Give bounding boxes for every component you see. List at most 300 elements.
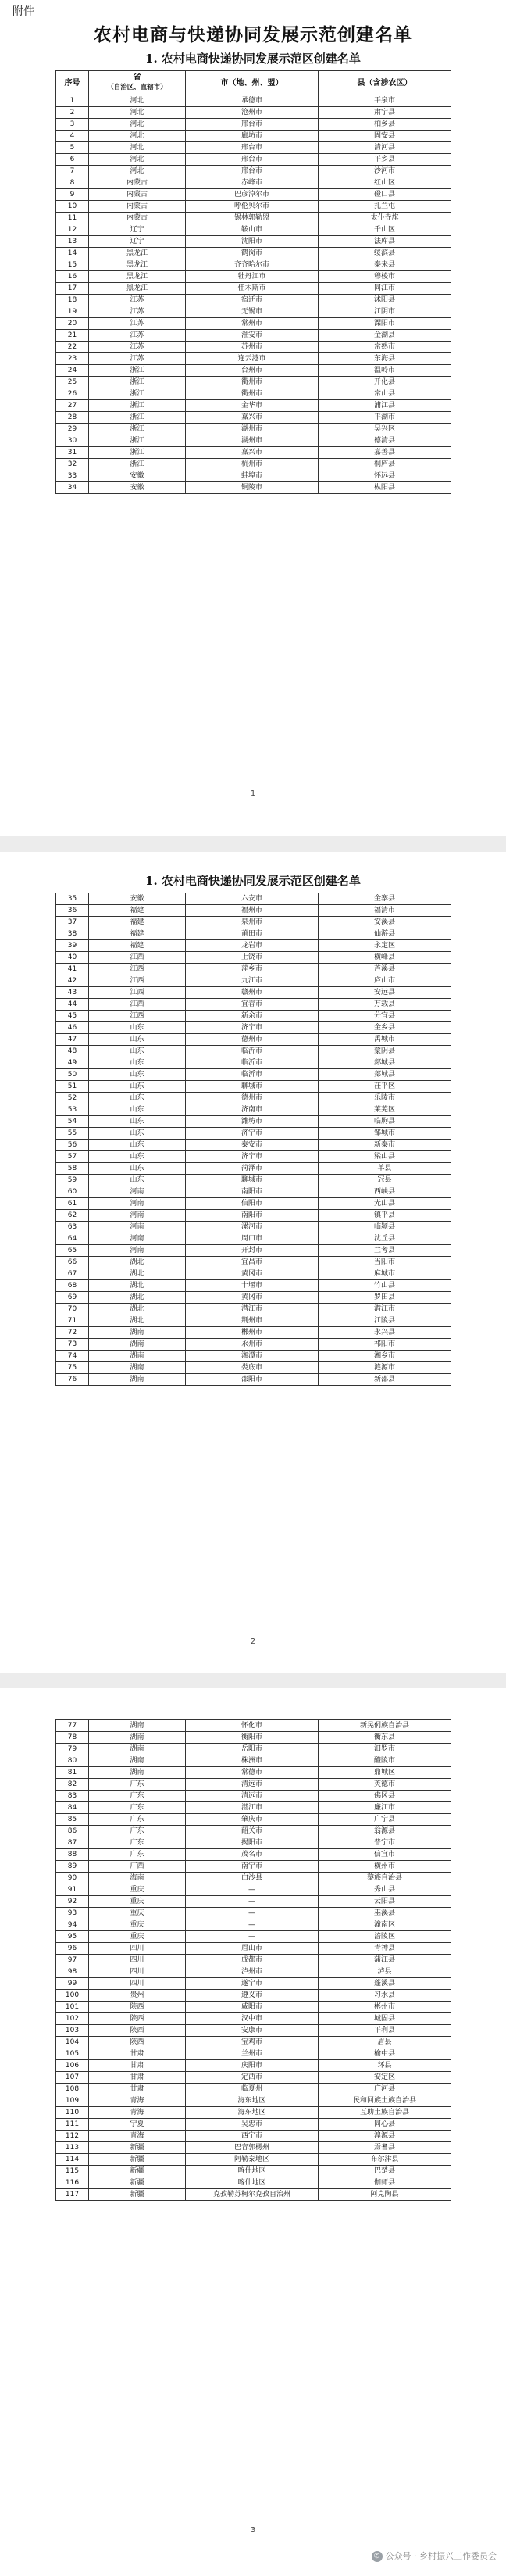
cell-county: 绥滨县: [319, 248, 451, 259]
cell-province: 四川: [89, 1955, 186, 1966]
table-row: [56, 1351, 451, 1362]
cell-province: 湖北: [89, 1304, 186, 1315]
table-row: [56, 330, 451, 342]
cell-county: 潜江市: [319, 1304, 451, 1315]
watermark: [372, 2549, 497, 2562]
table-row: [56, 1315, 451, 1327]
cell-county: 榆中县: [319, 2048, 451, 2060]
cell-city: 蚌埠市: [186, 470, 319, 482]
table-row: [56, 1732, 451, 1744]
cell-province: 河南: [89, 1210, 186, 1222]
cell-county: 安溪县: [319, 917, 451, 928]
cell-city: 临沂市: [186, 1069, 319, 1081]
cell-no: 40: [56, 952, 89, 964]
table-row: [56, 131, 451, 142]
cell-county: 平泉市: [319, 95, 451, 107]
cell-county: 潼南区: [319, 1919, 451, 1931]
cell-no: 104: [56, 2037, 89, 2048]
cell-province: 广东: [89, 1826, 186, 1837]
cell-city: 临夏州: [186, 2084, 319, 2095]
cell-no: 10: [56, 201, 89, 213]
cell-city: 黄冈市: [186, 1292, 319, 1304]
cell-province: 贵州: [89, 1990, 186, 2002]
cell-city: 金华市: [186, 400, 319, 412]
cell-no: 4: [56, 131, 89, 142]
table-row: [56, 1720, 451, 1732]
cell-county: 广河县: [319, 2084, 451, 2095]
table-row: [56, 177, 451, 189]
cell-province: 湖北: [89, 1280, 186, 1292]
cell-province: 甘肃: [89, 2060, 186, 2072]
cell-city: 海东地区: [186, 2095, 319, 2107]
cell-no: 49: [56, 1057, 89, 1069]
cell-province: 内蒙古: [89, 201, 186, 213]
cell-province: 河北: [89, 131, 186, 142]
cell-no: 27: [56, 400, 89, 412]
cell-city: 萍乡市: [186, 964, 319, 975]
table-row: [56, 1128, 451, 1140]
cell-province: 山东: [89, 1069, 186, 1081]
cell-county: 巫溪县: [319, 1908, 451, 1919]
cell-county: 互助土族自治县: [319, 2107, 451, 2119]
table-row: [56, 377, 451, 388]
table-row: [56, 306, 451, 318]
cell-no: 101: [56, 2002, 89, 2013]
cell-county: 汨罗市: [319, 1744, 451, 1755]
cell-no: 30: [56, 435, 89, 447]
table-row: [56, 459, 451, 470]
cell-no: 36: [56, 905, 89, 917]
cell-county: 芦溪县: [319, 964, 451, 975]
cell-county: 泰来县: [319, 259, 451, 271]
cell-county: 新泰市: [319, 1140, 451, 1151]
cell-county: 嘉善县: [319, 447, 451, 459]
cell-no: 71: [56, 1315, 89, 1327]
cell-city: —: [186, 1931, 319, 1943]
cell-province: 河北: [89, 142, 186, 154]
cell-city: 安康市: [186, 2025, 319, 2037]
cell-county: 民和回族土族自治县: [319, 2095, 451, 2107]
cell-province: 安徽: [89, 482, 186, 494]
roster-table: [55, 893, 451, 1386]
cell-city: 德州市: [186, 1034, 319, 1046]
cell-no: 103: [56, 2025, 89, 2037]
table-row: [56, 2177, 451, 2189]
cell-province: 四川: [89, 1966, 186, 1978]
cell-province: 广东: [89, 1802, 186, 1814]
cell-city: 永州市: [186, 1339, 319, 1351]
cell-no: 97: [56, 1955, 89, 1966]
cell-city: 泉州市: [186, 917, 319, 928]
cell-county: 金寨县: [319, 893, 451, 905]
cell-no: 110: [56, 2107, 89, 2119]
cell-province: 山东: [89, 1116, 186, 1128]
cell-city: 肇庆市: [186, 1814, 319, 1826]
cell-county: 镇平县: [319, 1210, 451, 1222]
cell-province: 重庆: [89, 1884, 186, 1896]
table-row: [56, 1081, 451, 1093]
cell-province: 山东: [89, 1046, 186, 1057]
cell-no: 31: [56, 447, 89, 459]
table-row: [56, 1327, 451, 1339]
cell-county: 金湖县: [319, 330, 451, 342]
cell-county: 平湖市: [319, 412, 451, 424]
cell-province: 陕西: [89, 2002, 186, 2013]
cell-county: 固安县: [319, 131, 451, 142]
cell-province: 湖南: [89, 1755, 186, 1767]
cell-city: 定西市: [186, 2072, 319, 2084]
cell-city: 台州市: [186, 365, 319, 377]
cell-county: 分宜县: [319, 1011, 451, 1022]
table-row: [56, 2002, 451, 2013]
roster-table: [55, 1719, 451, 2201]
cell-county: 江阴市: [319, 306, 451, 318]
cell-city: 九江市: [186, 975, 319, 987]
cell-no: 73: [56, 1339, 89, 1351]
cell-county: 安远县: [319, 987, 451, 999]
table-row: [56, 482, 451, 494]
table-row: [56, 917, 451, 928]
table-row: [56, 1779, 451, 1791]
cell-county: 蓬溪县: [319, 1978, 451, 1990]
cell-province: 广东: [89, 1849, 186, 1861]
cell-city: 兰州市: [186, 2048, 319, 2060]
cell-city: —: [186, 1919, 319, 1931]
cell-county: 眉县: [319, 2037, 451, 2048]
cell-province: 黑龙江: [89, 283, 186, 295]
cell-no: 53: [56, 1104, 89, 1116]
page-number: 3: [250, 2526, 256, 2535]
table-row: [56, 2142, 451, 2154]
table-row: [56, 2072, 451, 2084]
cell-province: 福建: [89, 905, 186, 917]
cell-county: 麻城市: [319, 1268, 451, 1280]
cell-county: 广宁县: [319, 1814, 451, 1826]
cell-county: 泸县: [319, 1966, 451, 1978]
cell-city: 巴音郭楞州: [186, 2142, 319, 2154]
cell-city: 怀化市: [186, 1720, 319, 1732]
table-row: [56, 142, 451, 154]
cell-city: 郴州市: [186, 1327, 319, 1339]
cell-province: 新疆: [89, 2177, 186, 2189]
table-row: [56, 435, 451, 447]
table-row: [56, 1884, 451, 1896]
cell-province: 湖北: [89, 1315, 186, 1327]
cell-county: 临朐县: [319, 1116, 451, 1128]
cell-no: 109: [56, 2095, 89, 2107]
table-row: [56, 1978, 451, 1990]
cell-province: 湖南: [89, 1720, 186, 1732]
cell-county: 红山区: [319, 177, 451, 189]
cell-county: 桐庐县: [319, 459, 451, 470]
cell-county: 扎兰屯: [319, 201, 451, 213]
cell-city: 铜陵市: [186, 482, 319, 494]
cell-city: 宜昌市: [186, 1257, 319, 1268]
cell-province: 甘肃: [89, 2048, 186, 2060]
cell-no: 85: [56, 1814, 89, 1826]
cell-province: 广东: [89, 1791, 186, 1802]
cell-no: 42: [56, 975, 89, 987]
cell-province: 新疆: [89, 2142, 186, 2154]
cell-county: 竹山县: [319, 1280, 451, 1292]
cell-county: 乐陵市: [319, 1093, 451, 1104]
cell-city: 株洲市: [186, 1755, 319, 1767]
cell-province: 重庆: [89, 1896, 186, 1908]
cell-city: 南阳市: [186, 1210, 319, 1222]
cell-province: 内蒙古: [89, 213, 186, 224]
cell-city: 沧州市: [186, 107, 319, 119]
cell-no: 93: [56, 1908, 89, 1919]
cell-no: 60: [56, 1186, 89, 1198]
cell-county: 平乡县: [319, 154, 451, 166]
table-row: [56, 259, 451, 271]
cell-no: 80: [56, 1755, 89, 1767]
cell-province: 新疆: [89, 2154, 186, 2166]
cell-no: 68: [56, 1280, 89, 1292]
page-number: 1: [250, 789, 256, 798]
cell-city: 庆阳市: [186, 2060, 319, 2072]
cell-no: 113: [56, 2142, 89, 2154]
cell-no: 99: [56, 1978, 89, 1990]
cell-city: 遂宁市: [186, 1978, 319, 1990]
table-row: [56, 236, 451, 248]
cell-no: 29: [56, 424, 89, 435]
cell-province: 辽宁: [89, 224, 186, 236]
attachment-label: 附件: [12, 5, 34, 18]
cell-county: 太仆寺旗: [319, 213, 451, 224]
cell-no: 62: [56, 1210, 89, 1222]
cell-no: 56: [56, 1140, 89, 1151]
cell-no: 1: [56, 95, 89, 107]
cell-province: 浙江: [89, 424, 186, 435]
cell-province: 江西: [89, 999, 186, 1011]
cell-city: 荆州市: [186, 1315, 319, 1327]
cell-province: 山东: [89, 1104, 186, 1116]
cell-no: 48: [56, 1046, 89, 1057]
cell-city: 周口市: [186, 1233, 319, 1245]
document-page-1: [0, 0, 506, 836]
table-row: [56, 1186, 451, 1198]
cell-county: 环县: [319, 2060, 451, 2072]
table-row: [56, 1791, 451, 1802]
cell-province: 广东: [89, 1779, 186, 1791]
cell-no: 72: [56, 1327, 89, 1339]
cell-province: 福建: [89, 940, 186, 952]
cell-county: 英德市: [319, 1779, 451, 1791]
table-row: [56, 2189, 451, 2201]
cell-no: 46: [56, 1022, 89, 1034]
cell-city: 赣州市: [186, 987, 319, 999]
cell-no: 33: [56, 470, 89, 482]
header-province-note: （自治区、直辖市）: [107, 84, 167, 91]
table-row: [56, 388, 451, 400]
cell-county: 城固县: [319, 2013, 451, 2025]
table-row: [56, 1826, 451, 1837]
cell-province: 山东: [89, 1175, 186, 1186]
cell-county: 罗田县: [319, 1292, 451, 1304]
cell-county: 千山区: [319, 224, 451, 236]
cell-city: 聊城市: [186, 1081, 319, 1093]
cell-city: 衡阳市: [186, 1732, 319, 1744]
cell-county: 临颍县: [319, 1222, 451, 1233]
table-row: [56, 2107, 451, 2119]
cell-city: 咸阳市: [186, 2002, 319, 2013]
cell-county: 常山县: [319, 388, 451, 400]
cell-city: 白沙县: [186, 1873, 319, 1884]
cell-county: 涟源市: [319, 1362, 451, 1374]
table-row: [56, 248, 451, 259]
cell-city: 莆田市: [186, 928, 319, 940]
cell-province: 山东: [89, 1093, 186, 1104]
cell-no: 20: [56, 318, 89, 330]
cell-county: 邹城市: [319, 1128, 451, 1140]
cell-no: 112: [56, 2131, 89, 2142]
cell-province: 福建: [89, 917, 186, 928]
cell-no: 6: [56, 154, 89, 166]
cell-county: 醴陵市: [319, 1755, 451, 1767]
table-row: [56, 1116, 451, 1128]
cell-province: 湖南: [89, 1351, 186, 1362]
table-row: [56, 1919, 451, 1931]
cell-province: 甘肃: [89, 2072, 186, 2084]
cell-province: 河北: [89, 107, 186, 119]
cell-no: 105: [56, 2048, 89, 2060]
cell-city: 海东地区: [186, 2107, 319, 2119]
cell-city: 邢台市: [186, 142, 319, 154]
cell-no: 28: [56, 412, 89, 424]
table-row: [56, 1292, 451, 1304]
cell-no: 52: [56, 1093, 89, 1104]
table-row: [56, 893, 451, 905]
cell-county: 湘乡市: [319, 1351, 451, 1362]
cell-county: 万载县: [319, 999, 451, 1011]
cell-city: 湛江市: [186, 1802, 319, 1814]
cell-province: 广西: [89, 1861, 186, 1873]
wechat-icon: ✆: [372, 2551, 383, 2562]
cell-city: 清远市: [186, 1791, 319, 1802]
cell-no: 38: [56, 928, 89, 940]
table-row: [56, 365, 451, 377]
cell-province: 江苏: [89, 295, 186, 306]
table-row: [56, 1767, 451, 1779]
cell-no: 9: [56, 189, 89, 201]
cell-province: 浙江: [89, 365, 186, 377]
watermark-text: 公众号 · 乡村振兴工作委员会: [385, 2551, 497, 2561]
cell-city: 阿勒泰地区: [186, 2154, 319, 2166]
cell-province: 江苏: [89, 306, 186, 318]
table-row: [56, 470, 451, 482]
cell-city: 湖州市: [186, 424, 319, 435]
cell-province: 黑龙江: [89, 271, 186, 283]
cell-city: 湘潭市: [186, 1351, 319, 1362]
table-header-row: [56, 71, 451, 95]
cell-province: 新疆: [89, 2189, 186, 2201]
table-row: [56, 2025, 451, 2037]
cell-no: 26: [56, 388, 89, 400]
cell-no: 19: [56, 306, 89, 318]
cell-no: 86: [56, 1826, 89, 1837]
table-row: [56, 928, 451, 940]
cell-county: 郯城县: [319, 1057, 451, 1069]
cell-county: 同心县: [319, 2119, 451, 2131]
table-row: [56, 2131, 451, 2142]
table-row: [56, 1955, 451, 1966]
cell-province: 黑龙江: [89, 248, 186, 259]
table-row: [56, 1744, 451, 1755]
cell-city: 佳木斯市: [186, 283, 319, 295]
cell-no: 83: [56, 1791, 89, 1802]
cell-county: 东海县: [319, 353, 451, 365]
table-row: [56, 1022, 451, 1034]
cell-no: 66: [56, 1257, 89, 1268]
cell-no: 37: [56, 917, 89, 928]
cell-county: 肃宁县: [319, 107, 451, 119]
cell-no: 108: [56, 2084, 89, 2095]
cell-province: 江西: [89, 952, 186, 964]
cell-province: 安徽: [89, 470, 186, 482]
cell-no: 76: [56, 1374, 89, 1386]
cell-no: 70: [56, 1304, 89, 1315]
cell-province: 浙江: [89, 459, 186, 470]
cell-no: 18: [56, 295, 89, 306]
cell-city: 聊城市: [186, 1175, 319, 1186]
table-row: [56, 2119, 451, 2131]
table-row: [56, 2048, 451, 2060]
cell-city: 锡林郭勒盟: [186, 213, 319, 224]
cell-no: 34: [56, 482, 89, 494]
table-row: [56, 1104, 451, 1116]
cell-county: 新晃侗族自治县: [319, 1720, 451, 1732]
cell-city: —: [186, 1884, 319, 1896]
table-row: [56, 975, 451, 987]
cell-county: 安定区: [319, 2072, 451, 2084]
table-row: [56, 189, 451, 201]
cell-province: 湖北: [89, 1257, 186, 1268]
table-row: [56, 2060, 451, 2072]
cell-city: 韶关市: [186, 1826, 319, 1837]
cell-city: 菏泽市: [186, 1163, 319, 1175]
cell-no: 88: [56, 1849, 89, 1861]
cell-no: 58: [56, 1163, 89, 1175]
cell-county: 习水县: [319, 1990, 451, 2002]
cell-province: 浙江: [89, 400, 186, 412]
cell-county: 沈丘县: [319, 1233, 451, 1245]
cell-province: 山东: [89, 1034, 186, 1046]
cell-county: 福清市: [319, 905, 451, 917]
cell-province: 辽宁: [89, 236, 186, 248]
cell-province: 山东: [89, 1128, 186, 1140]
cell-city: 衢州市: [186, 377, 319, 388]
table-row: [56, 342, 451, 353]
table-row: [56, 1233, 451, 1245]
cell-county: 梁山县: [319, 1151, 451, 1163]
cell-city: 济宁市: [186, 1151, 319, 1163]
table-row: [56, 952, 451, 964]
cell-county: 磴口县: [319, 189, 451, 201]
table-row: [56, 1151, 451, 1163]
table-row: [56, 905, 451, 917]
cell-no: 57: [56, 1151, 89, 1163]
table-row: [56, 1011, 451, 1022]
cell-city: 嘉兴市: [186, 412, 319, 424]
cell-city: —: [186, 1908, 319, 1919]
cell-province: 湖南: [89, 1362, 186, 1374]
cell-city: 宝鸡市: [186, 2037, 319, 2048]
cell-city: 龙岩市: [186, 940, 319, 952]
cell-county: 信宜市: [319, 1849, 451, 1861]
cell-city: 上饶市: [186, 952, 319, 964]
cell-no: 114: [56, 2154, 89, 2166]
